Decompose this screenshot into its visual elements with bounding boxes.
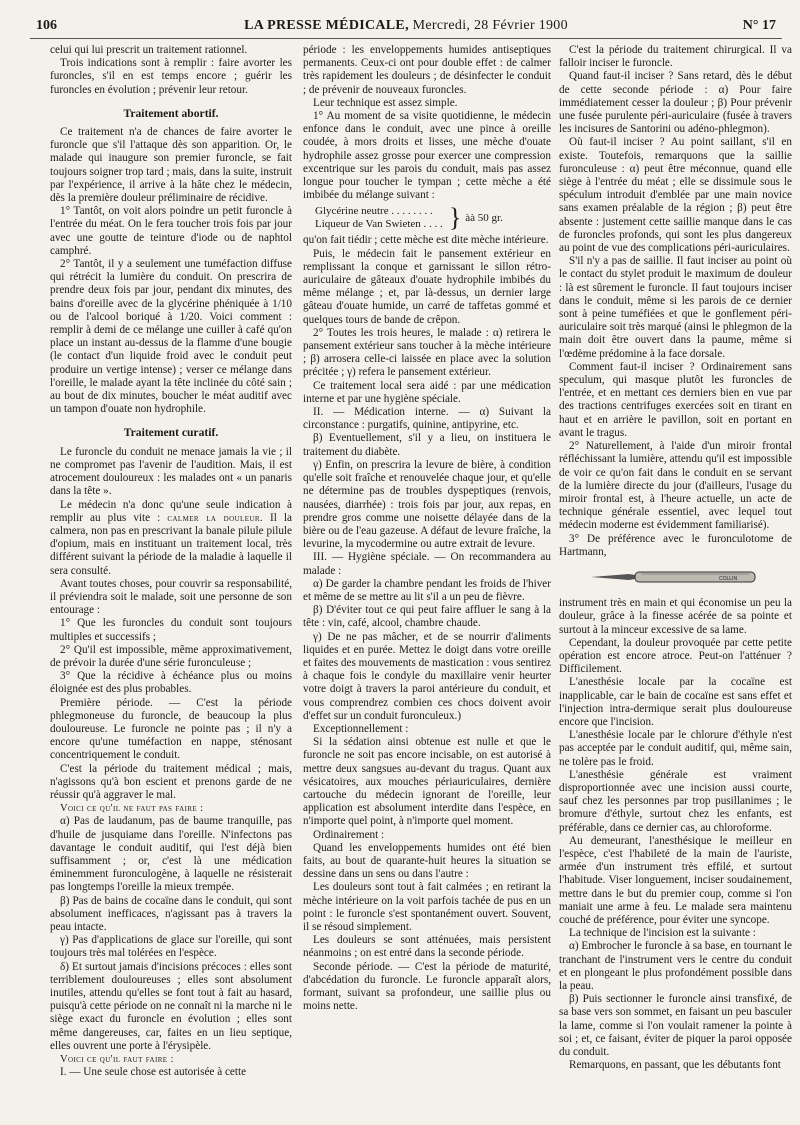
issue-number: N° 17 bbox=[742, 18, 776, 33]
paragraph: Puis, le médecin fait le pansement extérieur en remplissant la conque et garnissant le sillon rétro-auriculaire de gâteaux d'ouate hydrophile imbibés du même mélange ; et, par là-dessus, un dernier large gâteau d'ouate humide, un carré de taffetas gommé et quelques tours de bande de crêpon. bbox=[303, 247, 551, 326]
paragraph: II. — Médication interne. — α) Suivant la circonstance : purgatifs, quinine, antipyrine, etc. bbox=[303, 406, 551, 432]
paragraph: L'anesthésie générale est vraiment disproportionnée avec une incision aussi courte, sauf chez les personnes par trop pusillanimes ; le bromure d'éthyle, surtout chez les enfants, est préférable, dans ce dernier cas, au chloroforme. bbox=[559, 768, 792, 834]
paragraph: 3° Que la récidive à échéance plus ou moins éloignée est des plus probables. bbox=[50, 670, 292, 696]
paragraph: α) Embrocher le furoncle à sa base, en tournant le tranchant de l'instrument vers le centre du conduit et en plongeant le plus profondément possible dans la peau. bbox=[559, 940, 792, 993]
paragraph: 3° De préférence avec le furonculotome de Hartmann, bbox=[559, 532, 792, 558]
column-middle bbox=[303, 44, 551, 1112]
section-heading-abortif: Traitement abortif. bbox=[123, 106, 219, 120]
paragraph: I. — Une seule chose est autorisée à cette bbox=[60, 1066, 247, 1079]
paragraph: instrument très en main et qui économise un peu la douleur, grâce à la finesse acérée de sa pointe et surtout à la minceur excessive de sa lame. bbox=[559, 597, 792, 636]
paragraph: Seconde période. — C'est la période de maturité, d'abcédation du furoncle. Le furoncle apparaît alors, formant, suivant sa profondeur, une saillie plus ou moins nette. bbox=[303, 960, 551, 1013]
paragraph: La technique de l'incision est la suivante : bbox=[569, 927, 756, 940]
paragraph: Ce traitement n'a de chances de faire avorter le furoncle que s'il l'attaque dès son apparition. Or, le malade qui inaugure son premier furoncle, se fait toujours soigner trop tard ; mais, dans la suite, instruit par l'expérience, il arrive à la hâte chez le médecin, dès la première douleur préliminaire de récidive. bbox=[50, 126, 292, 205]
paragraph: Avant toutes choses, pour couvrir sa responsabilité, il préviendra soit le malade, soit une personne de son entourage : bbox=[50, 577, 292, 617]
paragraph: qu'on fait tiédir ; cette mèche est dite mèche intérieure. bbox=[303, 234, 549, 247]
paragraph: γ) Pas d'applications de glace sur l'oreille, qui sont toujours très mal tolérées en l'espèce. bbox=[50, 934, 292, 960]
paragraph: Voici ce qu'il ne faut pas faire : bbox=[60, 803, 204, 815]
paragraph: 2° Qu'il est impossible, même approximativement, de prévoir la durée d'une série furonculeuse ; bbox=[50, 643, 292, 669]
paragraph: Les douleurs sont tout à fait calmées ; en retirant la mèche intérieure on la voit parfois tachée de pus en un point : le furoncle s'est spontanément ouvert. Souvent, il se résoud simplement. bbox=[303, 881, 551, 933]
paragraph: III. — Hygiène spéciale. — On recommandera au malade : bbox=[303, 551, 551, 577]
paragraph: C'est la période du traitement médical ; mais, n'agissons qu'à bon escient et prenons garde de ne réussir qu'à aggraver le mal. bbox=[50, 762, 292, 801]
paragraph: 2° Naturellement, à l'aide d'un miroir frontal réfléchissant la lumière, attendu qu'il est impossible de voir ce qu'on fait dans le conduit en se servant de la lumière directe du jour (d'ailleurs, l'usage du miroir frontal est, à l'heure actuelle, un acte de technique générale essentiel, avec lequel tout médecin moderne est évidemment familiarisé). bbox=[559, 440, 792, 532]
formula-line: Glycérine neutre . . . . . . . . bbox=[315, 205, 433, 218]
paragraph: Si la sédation ainsi obtenue est nulle et que le furoncle ne soit pas encore incisable, on est autorisé à mettre deux sangsues au-devant du tragus. Quant aux vésicatoires, aux mouches périauriculaires, dernière cartouche du médecin ignorant de l'oreille, leur application est absolument interdite dans l'espèce, en n'importe quel point, à n'importe quel moment. bbox=[303, 736, 551, 828]
paragraph: Où faut-il inciser ? Au point saillant, s'il en existe. Toutefois, remarquons que la saillie furonculeuse : α) peut être méconnue, quand elle siège à l'entrée du méat ; elle se dissimule sous le spéculum introduit d'emblée par une main novice sans examen préalable de la région ; β) peut être absente : justement cette saillie manque dans le cas de furoncles profonds, qui sont les plus dangereux au point de vue des complications péri-auriculaires. bbox=[559, 136, 792, 255]
paragraph: 2° Toutes les trois heures, le malade : α) retirera le pansement extérieur sans toucher à la mèche intérieure ; β) arrosera celle-ci laissée en place avec la solution précitée ; γ) refera le pansement extérieur. bbox=[303, 326, 551, 379]
paragraph: 1° Que les furoncles du conduit sont toujours multiples et successifs ; bbox=[50, 617, 292, 643]
paragraph: Exceptionnellement : bbox=[313, 722, 409, 735]
issue-date: Mercredi, 28 Février 1900 bbox=[408, 18, 568, 33]
paragraph: Comment faut-il inciser ? Ordinairement sans speculum, qui masque plutôt les furoncles de l'entrée, et en mettant ces derniers bien en vue par des tractions centrifuges exercées soit en tirant en haut et en arrière le pavillon, soit en portant en avant le tragus. bbox=[559, 360, 792, 439]
paragraph: C'est la période du traitement chirurgical. Il va falloir inciser le furoncle. bbox=[559, 44, 792, 70]
paragraph-text: Il la calmera, non pas en prescrivant la banale pilule pilule d'opium, mais en instituant un traitement local, très différent suivant la période de la maladie à laquelle il sera consulté. bbox=[50, 511, 292, 577]
paragraph: Cependant, la douleur provoquée par cette petite opération est encore atroce. Peut-on l'atténuer ? Difficilement. bbox=[559, 636, 792, 676]
journal-name: LA PRESSE MÉDICALE, bbox=[244, 18, 409, 33]
paragraph: β) Puis sectionner le furoncle ainsi transfixé, de sa base vers son sommet, en faisant un peu basculer la lame, comme si l'on voulait ramener la pointe à soi ; et, ce faisant, éviter de piquer la paroi opposée du conduit. bbox=[559, 993, 792, 1059]
prescription-formula bbox=[315, 205, 551, 231]
paragraph: 2° Tantôt, il y a seulement une tuméfaction diffuse qui rétrécit la lumière du conduit. On prescrira de prendre deux fois par jour, pendant dix minutes, des bains d'oreille avec de la glycérine phéniquée à 1/10 ou de l'alcool boriqué à 1/20. Voici comment : remplir à demi de ce mélange une cuiller à café qu'on place un instant au-dessus de la flamme d'une bougie (le contact d'un liquide froid avec le conduit peut produire un vertige intense) ; verser ce mélange dans l'oreille, le malade ayant la tête inclinée du côté sain ; au bout de dix minutes, boucher le méat auditif avec un tampon d'ouate non hydrophile. bbox=[50, 258, 292, 416]
paragraph: S'il n'y a pas de saillie. Il faut inciser au point où le contact du stylet produit le maximum de douleur : là est sûrement le furoncle. Il faut toujours inciser dans le conduit, même si les parois de ce dernier sont à peine tuméfiées et que le gonflement péri-auriculaire soit très marqué (ainsi le phlegmon de la main doit être ouvert dans la paume, même si l'œdème prédomine à la face dorsale. bbox=[559, 255, 792, 360]
paragraph: α) De garder la chambre pendant les froids de l'hiver et même de se mettre au lit s'il a un peu de fièvre. bbox=[303, 577, 551, 603]
paragraph: β) Eventuellement, s'il y a lieu, on instituera le traitement du diabète. bbox=[303, 432, 551, 458]
paragraph-text: Le médecin n'a donc qu'une seule indication à remplir au plus vite : bbox=[50, 498, 292, 524]
paragraph: Ce traitement local sera aidé : par une médication interne et par une hygiène spéciale. bbox=[303, 379, 551, 405]
formula-quantity: àà 50 gr. bbox=[465, 211, 503, 224]
paragraph: β) D'éviter tout ce qui peut faire affluer le sang à la tête : vin, café, alcool, chambre chaude. bbox=[303, 604, 551, 630]
paragraph: Les douleurs se sont atténuées, mais persistent néanmoins ; on est entré dans la seconde période. bbox=[303, 934, 551, 960]
paragraph: 1° Tantôt, on voit alors poindre un petit furoncle à l'entrée du méat. On le fera toucher trois fois par jour avec une goutte de teinture d'iode ou de naphtol camphré. bbox=[50, 205, 292, 257]
furonculotome-illustration bbox=[589, 565, 759, 587]
instrument-maker-mark: COLLIN bbox=[719, 575, 738, 582]
formula-line: Liqueur de Van Swieten . . . . bbox=[315, 218, 443, 231]
paragraph: Quand les enveloppements humides ont été bien faits, au bout de quarante-huit heures la situation se dessine dans un sens ou dans l'autre : bbox=[303, 841, 551, 881]
brace: } bbox=[448, 203, 462, 233]
small-caps-emphasis: calmer la douleur. bbox=[167, 512, 263, 524]
paragraph: Leur technique est assez simple. bbox=[313, 96, 458, 109]
paragraph: période : les enveloppements humides antiseptiques permanents. Ceux-ci ont pour double effet : de calmer très rapidement les douleurs ; de désinfecter le conduit ; de prévenir de nouveaux furoncles. bbox=[303, 44, 551, 96]
paragraph: δ) Et surtout jamais d'incisions précoces : elles sont terriblement douloureuses ; elles sont absolument inutiles, attendu qu'elles se font tout à fait au hasard, puisqu'à cette période on ne connaît ni la marche ni le siège exact du furoncle en évolution ; elles sont même dangereuses, car, faites en un lieu septique, elles ouvrent une porte à l'érysipèle. bbox=[50, 960, 292, 1052]
paragraph: L'anesthésie locale par la cocaïne est inapplicable, car le bain de cocaïne est sans effet et l'injection intra-dermique serait plus douloureuse encore que l'incision. bbox=[559, 676, 792, 728]
journal-title bbox=[30, 18, 782, 34]
paragraph: β) Pas de bains de cocaïne dans le conduit, qui sont absolument inefficaces, n'agissant pas à travers la peau intacte. bbox=[50, 894, 292, 933]
paragraph: Ordinairement : bbox=[313, 828, 385, 841]
paragraph: Au demeurant, l'anesthésique le meilleur en l'espèce, c'est l'habileté de la main de l'auriste, armée d'un instrument très effilé, et surtout l'habitude. Viser longuement, inciser soudainement, mettre dans le but du premier coup, comme si l'on maniait une arme à feu. Le malade sera maintenu couché de préférence, pour éviter une syncope. bbox=[559, 834, 792, 926]
paragraph: α) Pas de laudanum, pas de baume tranquille, pas d'huile de jusquiame dans l'oreille. N'infectons pas davantage le conduit auditif, qui l'est déjà bien suffisamment ; or, c'est là une médication éminemment furonculogène, à laquelle ne résisterait pas longtemps l'oreille la mieux trempée. bbox=[50, 815, 292, 894]
paragraph: 1° Au moment de sa visite quotidienne, le médecin enfonce dans le conduit, avec une pince à oreille coudée, à mors droits et lisses, une mèche d'ouate hydrophile assez grosse pour exercer une compression excentrique sur les parois du conduit, mais pas assez longue pour toucher le tympan ; cette mèche a été imbibée du mélange suivant : bbox=[303, 110, 551, 202]
page-header bbox=[30, 16, 782, 39]
paragraph: γ) Enfin, on prescrira la levure de bière, à condition qu'elle soit fraîche et renouvelée chaque jour, et qu'elle ne détermine pas de troubles dyspeptiques (renvois, nausées, diarrhée) : trois fois par jour, aux repas, en prendre gros comme une noisette délayée dans de la bière ou de l'eau gazeuse. A défaut de levure fraîche, la levurine, la mycodermine ou autre extrait de levure. bbox=[303, 458, 551, 551]
paragraph bbox=[50, 499, 292, 578]
paragraph: Quand faut-il inciser ? Sans retard, dès le début de cette seconde période : α) Pour faire immédiatement cesser la douleur ; β) Pour prévenir une fusée purulente péri-auriculaire (fusée à travers les incisures de Santorini ou adéno-phlegmon). bbox=[559, 70, 792, 136]
paragraph: Première période. — C'est la période phlegmoneuse du furoncle, de beaucoup la plus douloureuse. Le furoncle ne pointe pas ; il n'y a encore qu'une tuméfaction en nappe, sténosant concentriquement le conduit. bbox=[50, 696, 292, 762]
column-left bbox=[50, 44, 292, 1112]
paragraph: celui qui lui prescrit un traitement rationnel. bbox=[50, 44, 248, 56]
section-heading-curatif: Traitement curatif. bbox=[123, 426, 219, 440]
column-right bbox=[559, 44, 792, 1112]
paragraph: L'anesthésie locale par le chlorure d'éthyle n'est pas acceptée par le conduit auditif, qui, même sain, ne tolère pas le froid. bbox=[559, 729, 792, 768]
paragraph: γ) De ne pas mâcher, et de se nourrir d'aliments liquides et en purée. Mettez le doigt dans votre oreille et faites des mouvements de mastication : vous sentirez à chaque fois le condyle du maxillaire venir heurter votre doigt à travers la paroi antérieure du conduit, et vous comprendrez combien ces chocs doivent avoir d'effet sur un conduit furonculeux.) bbox=[303, 630, 551, 722]
paragraph: Trois indications sont à remplir : faire avorter les furoncles, s'il en est temps encore ; guérir les furoncles en évolution ; prévenir leur retour. bbox=[50, 57, 292, 96]
paragraph: Voici ce qu'il faut faire : bbox=[60, 1054, 174, 1066]
paragraph: Remarquons, en passant, que les débutants font bbox=[569, 1059, 781, 1072]
page-number: 106 bbox=[36, 18, 57, 33]
paragraph: Le furoncle du conduit ne menace jamais la vie ; il ne compromet pas l'avenir de l'audition. Mais, il est atrocement douloureux : les malades ont « un panaris dans la tête ». bbox=[50, 445, 292, 498]
